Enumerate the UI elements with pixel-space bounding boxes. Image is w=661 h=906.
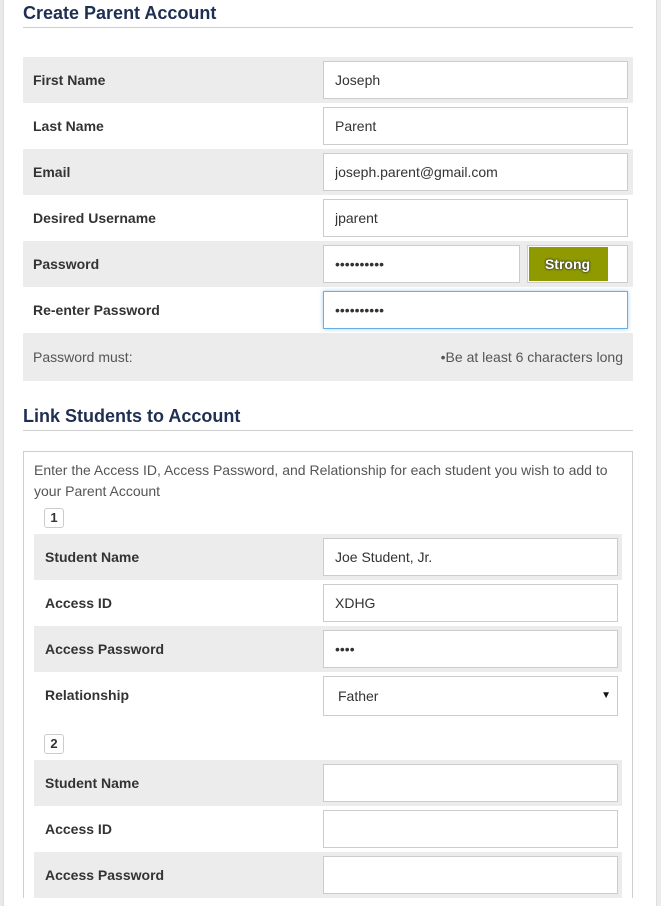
student-1-access-id-row	[34, 580, 622, 626]
student-2-name-row	[34, 760, 622, 806]
username-label: Desired Username	[33, 210, 156, 226]
student-2-access-password-input[interactable]	[323, 856, 618, 894]
student-name-label: Student Name	[45, 549, 140, 565]
access-password-label: Access Password	[45, 867, 165, 883]
left-frame-border	[0, 0, 4, 906]
student-1-access-password-row	[34, 626, 622, 672]
last-name-input[interactable]	[323, 107, 628, 145]
student-block-1	[34, 508, 622, 718]
last-name-row	[23, 103, 633, 149]
student-2-access-id-input[interactable]	[323, 810, 618, 848]
password-label: Password	[33, 256, 100, 272]
username-input[interactable]	[323, 199, 628, 237]
form-content	[23, 0, 633, 904]
email-row	[23, 149, 633, 195]
student-1-access-id-input[interactable]	[323, 584, 618, 622]
first-name-label: First Name	[33, 72, 106, 88]
password-strength-label: Strong	[544, 256, 591, 272]
student-2-name-input[interactable]	[323, 764, 618, 802]
student-1-name-row	[34, 534, 622, 580]
student-1-relationship-select[interactable]	[323, 676, 618, 716]
student-2-access-id-row	[34, 806, 622, 852]
student-number-badge: 2	[44, 734, 64, 754]
student-number-badge: 1	[44, 508, 64, 528]
reenter-password-input[interactable]	[323, 291, 628, 329]
access-id-label: Access ID	[45, 821, 112, 837]
password-strength-meter	[527, 245, 628, 283]
students-panel	[23, 451, 633, 898]
password-rules	[23, 333, 633, 381]
student-1-name-input[interactable]	[323, 538, 618, 576]
password-row	[23, 241, 633, 287]
email-input[interactable]	[323, 153, 628, 191]
access-password-label: Access Password	[45, 641, 165, 657]
first-name-row	[23, 57, 633, 103]
access-id-label: Access ID	[45, 595, 112, 611]
reenter-password-label: Re-enter Password	[33, 302, 160, 318]
student-1-access-password-input[interactable]	[323, 630, 618, 668]
last-name-label: Last Name	[33, 118, 104, 134]
student-2-access-password-row	[34, 852, 622, 898]
password-rule-min-length: •Be at least 6 characters long	[440, 349, 623, 365]
first-name-input[interactable]	[323, 61, 628, 99]
email-label: Email	[33, 164, 71, 180]
reenter-password-row	[23, 287, 633, 333]
password-rules-label: Password must:	[33, 349, 133, 365]
username-row	[23, 195, 633, 241]
relationship-selected-value: Father	[338, 688, 379, 704]
relationship-label: Relationship	[45, 687, 130, 703]
right-frame-border	[656, 0, 661, 906]
password-input[interactable]	[323, 245, 520, 283]
link-students-title: Link Students to Account	[23, 403, 633, 431]
student-name-label: Student Name	[45, 775, 140, 791]
parent-account-form	[23, 57, 633, 381]
link-students-intro: Enter the Access ID, Access Password, and Relationship for each student you wish to add to your Parent Account	[34, 462, 608, 499]
student-block-2	[34, 734, 622, 898]
create-parent-account-title: Create Parent Account	[23, 0, 633, 28]
student-1-relationship-row	[34, 672, 622, 718]
chevron-down-icon: ▼	[601, 690, 611, 701]
